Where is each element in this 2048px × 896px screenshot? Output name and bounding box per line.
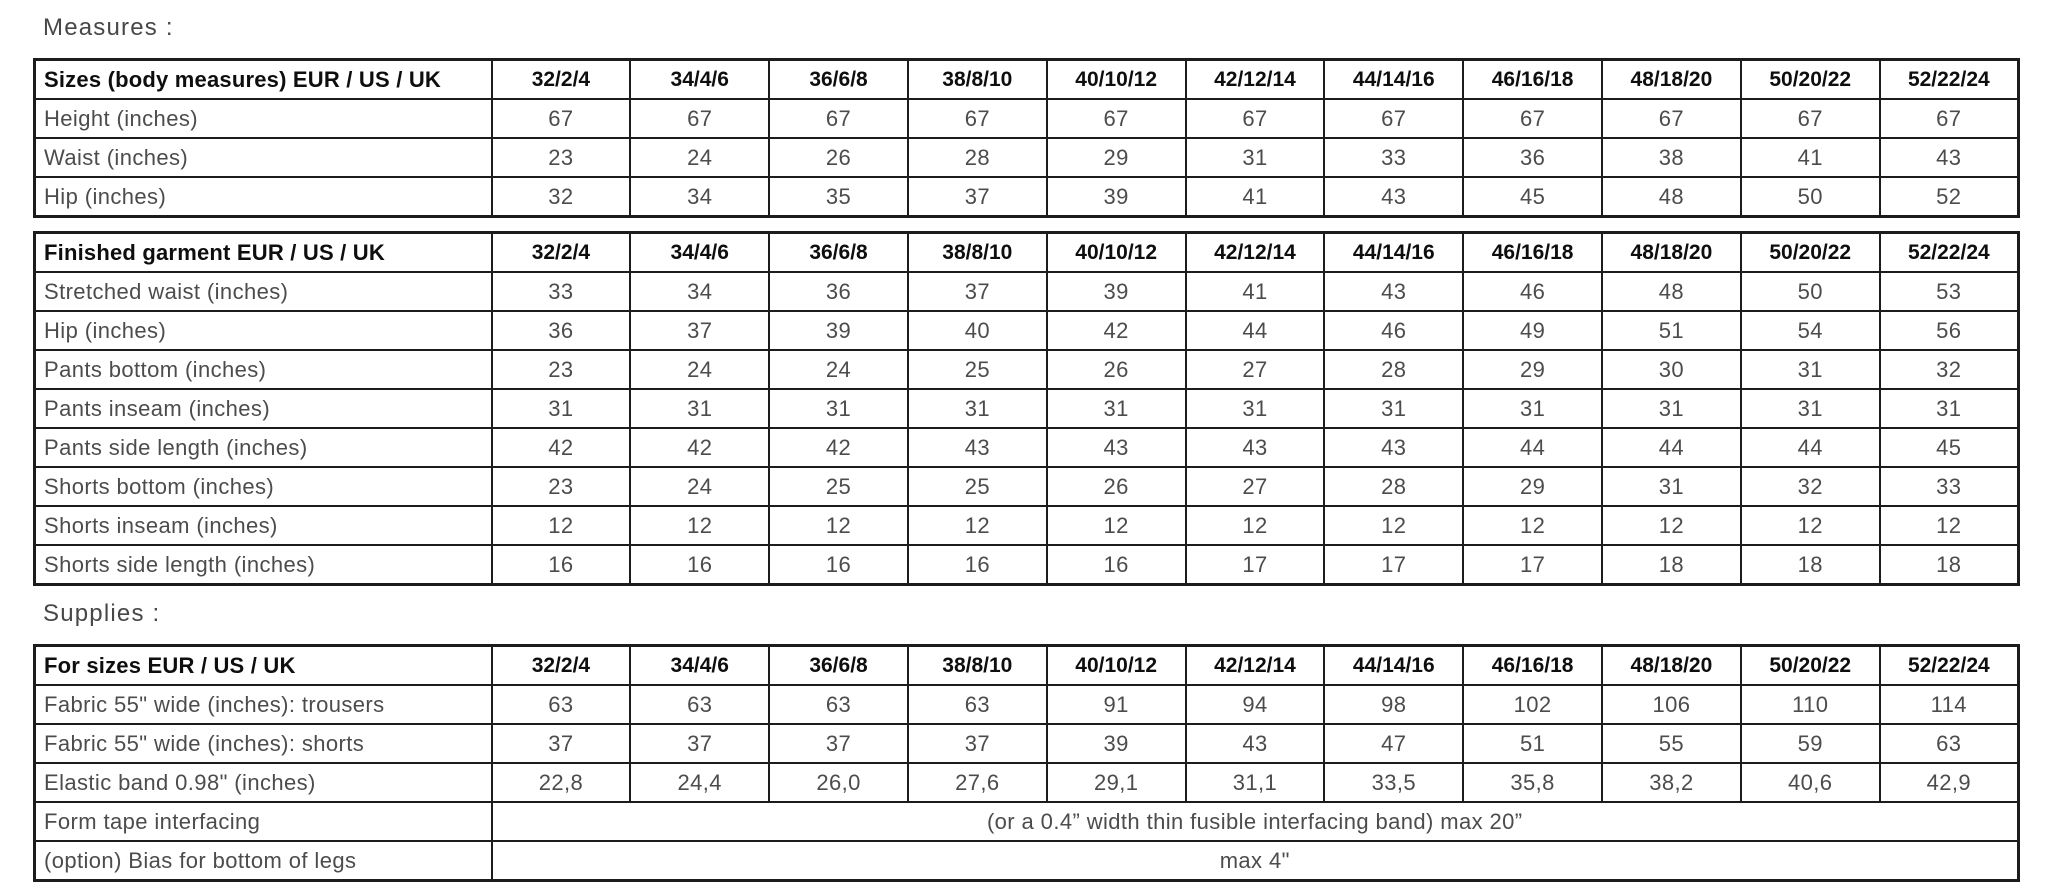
value-cell: 28 [1324,467,1463,506]
value-cell: 31 [1463,389,1602,428]
value-cell: 35 [769,177,908,217]
value-cell: 39 [1047,177,1186,217]
row-label: Shorts side length (inches) [35,545,492,585]
value-cell: 42 [769,428,908,467]
value-cell: 41 [1741,138,1880,177]
size-column-header: 34/4/6 [630,60,769,100]
value-cell: 50 [1741,272,1880,311]
value-cell: 18 [1880,545,2019,585]
value-cell: 36 [1463,138,1602,177]
value-cell: 63 [630,685,769,724]
value-cell: 22,8 [492,763,631,802]
value-cell: 17 [1463,545,1602,585]
size-column-header: 50/20/22 [1741,233,1880,273]
span-value-cell: (or a 0.4” width thin fusible interfacing band) max 20” [492,802,2019,841]
value-cell: 91 [1047,685,1186,724]
size-column-header: 48/18/20 [1602,233,1741,273]
value-cell: 37 [630,311,769,350]
table-row [35,311,2019,350]
row-label: Waist (inches) [35,138,492,177]
value-cell: 28 [908,138,1047,177]
size-column-header: 52/22/24 [1880,60,2019,100]
value-cell: 31 [1741,350,1880,389]
value-cell: 67 [1463,99,1602,138]
size-column-header: 46/16/18 [1463,646,1602,686]
value-cell: 31 [1047,389,1186,428]
size-column-header: 42/12/14 [1186,233,1325,273]
table-row [35,802,2019,841]
value-cell: 67 [908,99,1047,138]
value-cell: 34 [630,272,769,311]
row-label: Pants inseam (inches) [35,389,492,428]
size-column-header: 38/8/10 [908,233,1047,273]
size-column-header: 36/6/8 [769,646,908,686]
value-cell: 12 [1324,506,1463,545]
value-cell: 31 [908,389,1047,428]
value-cell: 43 [1324,177,1463,217]
value-cell: 55 [1602,724,1741,763]
row-label: Fabric 55" wide (inches): trousers [35,685,492,724]
value-cell: 18 [1741,545,1880,585]
value-cell: 12 [1880,506,2019,545]
value-cell: 27,6 [908,763,1047,802]
value-cell: 29 [1463,467,1602,506]
size-column-header: 32/2/4 [492,60,631,100]
value-cell: 31 [1186,138,1325,177]
value-cell: 25 [908,350,1047,389]
value-cell: 12 [1602,506,1741,545]
value-cell: 46 [1463,272,1602,311]
value-cell: 43 [908,428,1047,467]
value-cell: 43 [1186,428,1325,467]
value-cell: 31 [1602,389,1741,428]
value-cell: 27 [1186,350,1325,389]
value-cell: 67 [1602,99,1741,138]
size-column-header: 42/12/14 [1186,60,1325,100]
table-row [35,545,2019,585]
value-cell: 16 [492,545,631,585]
size-column-header: 32/2/4 [492,646,631,686]
value-cell: 50 [1741,177,1880,217]
value-cell: 23 [492,350,631,389]
value-cell: 44 [1186,311,1325,350]
value-cell: 43 [1324,272,1463,311]
value-cell: 12 [492,506,631,545]
value-cell: 26 [1047,467,1186,506]
value-cell: 67 [1880,99,2019,138]
value-cell: 39 [1047,724,1186,763]
value-cell: 31 [1186,389,1325,428]
value-cell: 63 [908,685,1047,724]
supplies-table [33,644,2020,882]
value-cell: 42,9 [1880,763,2019,802]
value-cell: 45 [1463,177,1602,217]
row-label: Hip (inches) [35,177,492,217]
value-cell: 32 [1741,467,1880,506]
value-cell: 31 [1880,389,2019,428]
value-cell: 42 [1047,311,1186,350]
value-cell: 24 [630,467,769,506]
row-label: Height (inches) [35,99,492,138]
value-cell: 47 [1324,724,1463,763]
size-column-header: 36/6/8 [769,60,908,100]
value-cell: 41 [1186,177,1325,217]
value-cell: 29 [1047,138,1186,177]
value-cell: 16 [630,545,769,585]
value-cell: 24,4 [630,763,769,802]
finished-garment-table [33,231,2020,586]
value-cell: 63 [1880,724,2019,763]
table-row [35,506,2019,545]
size-column-header: 44/14/16 [1324,60,1463,100]
value-cell: 34 [630,177,769,217]
value-cell: 38 [1602,138,1741,177]
value-cell: 24 [630,138,769,177]
size-column-header: 52/22/24 [1880,233,2019,273]
size-column-header: 34/4/6 [630,233,769,273]
value-cell: 33 [492,272,631,311]
value-cell: 12 [1741,506,1880,545]
value-cell: 63 [492,685,631,724]
value-cell: 37 [908,272,1047,311]
value-cell: 12 [908,506,1047,545]
value-cell: 45 [1880,428,2019,467]
value-cell: 40 [908,311,1047,350]
value-cell: 33,5 [1324,763,1463,802]
row-label: Shorts bottom (inches) [35,467,492,506]
supplies-section-label: Supplies : [43,600,161,627]
value-cell: 12 [1463,506,1602,545]
value-cell: 12 [769,506,908,545]
value-cell: 42 [492,428,631,467]
value-cell: 37 [908,724,1047,763]
value-cell: 54 [1741,311,1880,350]
span-value-cell: max 4" [492,841,2019,881]
value-cell: 27 [1186,467,1325,506]
value-cell: 31 [769,389,908,428]
value-cell: 106 [1602,685,1741,724]
value-cell: 49 [1463,311,1602,350]
value-cell: 17 [1324,545,1463,585]
size-column-header: 46/16/18 [1463,60,1602,100]
value-cell: 30 [1602,350,1741,389]
value-cell: 67 [1324,99,1463,138]
value-cell: 31 [1741,389,1880,428]
table-row [35,389,2019,428]
value-cell: 25 [908,467,1047,506]
table-row [35,428,2019,467]
value-cell: 46 [1324,311,1463,350]
value-cell: 43 [1324,428,1463,467]
size-column-header: 44/14/16 [1324,646,1463,686]
size-column-header: 42/12/14 [1186,646,1325,686]
value-cell: 12 [1047,506,1186,545]
value-cell: 44 [1463,428,1602,467]
body-measures-table [33,58,2020,218]
measures-section-label: Measures : [43,14,174,41]
row-label: (option) Bias for bottom of legs [35,841,492,881]
value-cell: 67 [492,99,631,138]
value-cell: 114 [1880,685,2019,724]
value-cell: 36 [492,311,631,350]
value-cell: 33 [1324,138,1463,177]
size-column-header: 44/14/16 [1324,233,1463,273]
value-cell: 43 [1047,428,1186,467]
row-label: Stretched waist (inches) [35,272,492,311]
value-cell: 56 [1880,311,2019,350]
value-cell: 16 [908,545,1047,585]
size-column-header: 46/16/18 [1463,233,1602,273]
value-cell: 26,0 [769,763,908,802]
value-cell: 67 [1186,99,1325,138]
value-cell: 40,6 [1741,763,1880,802]
value-cell: 67 [1047,99,1186,138]
table-title-cell: Sizes (body measures) EUR / US / UK [35,60,492,100]
value-cell: 43 [1880,138,2019,177]
value-cell: 37 [769,724,908,763]
value-cell: 41 [1186,272,1325,311]
row-label: Shorts inseam (inches) [35,506,492,545]
value-cell: 94 [1186,685,1325,724]
value-cell: 23 [492,467,631,506]
size-column-header: 50/20/22 [1741,60,1880,100]
value-cell: 17 [1186,545,1325,585]
value-cell: 25 [769,467,908,506]
row-label: Hip (inches) [35,311,492,350]
value-cell: 31 [1324,389,1463,428]
table-row [35,467,2019,506]
value-cell: 18 [1602,545,1741,585]
table-row [35,724,2019,763]
table-row [35,272,2019,311]
size-column-header: 40/10/12 [1047,646,1186,686]
value-cell: 16 [769,545,908,585]
table-row [35,350,2019,389]
value-cell: 102 [1463,685,1602,724]
header-row [35,60,2019,100]
value-cell: 63 [769,685,908,724]
value-cell: 24 [769,350,908,389]
value-cell: 36 [769,272,908,311]
table-row [35,763,2019,802]
value-cell: 28 [1324,350,1463,389]
size-column-header: 50/20/22 [1741,646,1880,686]
value-cell: 29,1 [1047,763,1186,802]
size-column-header: 48/18/20 [1602,60,1741,100]
header-row [35,233,2019,273]
row-label: Elastic band 0.98" (inches) [35,763,492,802]
size-column-header: 38/8/10 [908,60,1047,100]
value-cell: 110 [1741,685,1880,724]
value-cell: 39 [769,311,908,350]
value-cell: 32 [492,177,631,217]
row-label: Form tape interfacing [35,802,492,841]
row-label: Fabric 55" wide (inches): shorts [35,724,492,763]
value-cell: 42 [630,428,769,467]
value-cell: 16 [1047,545,1186,585]
value-cell: 35,8 [1463,763,1602,802]
value-cell: 44 [1602,428,1741,467]
value-cell: 37 [492,724,631,763]
value-cell: 53 [1880,272,2019,311]
row-label: Pants bottom (inches) [35,350,492,389]
value-cell: 29 [1463,350,1602,389]
value-cell: 37 [630,724,769,763]
value-cell: 33 [1880,467,2019,506]
value-cell: 26 [1047,350,1186,389]
size-column-header: 52/22/24 [1880,646,2019,686]
table-row [35,99,2019,138]
table-row [35,138,2019,177]
value-cell: 51 [1463,724,1602,763]
value-cell: 59 [1741,724,1880,763]
value-cell: 43 [1186,724,1325,763]
value-cell: 31,1 [1186,763,1325,802]
value-cell: 12 [1186,506,1325,545]
value-cell: 39 [1047,272,1186,311]
header-row [35,646,2019,686]
value-cell: 37 [908,177,1047,217]
value-cell: 32 [1880,350,2019,389]
size-column-header: 40/10/12 [1047,233,1186,273]
value-cell: 38,2 [1602,763,1741,802]
value-cell: 67 [769,99,908,138]
value-cell: 23 [492,138,631,177]
size-column-header: 34/4/6 [630,646,769,686]
table-title-cell: For sizes EUR / US / UK [35,646,492,686]
table-row [35,177,2019,217]
size-column-header: 32/2/4 [492,233,631,273]
value-cell: 24 [630,350,769,389]
value-cell: 31 [630,389,769,428]
value-cell: 52 [1880,177,2019,217]
value-cell: 67 [1741,99,1880,138]
value-cell: 48 [1602,272,1741,311]
size-column-header: 38/8/10 [908,646,1047,686]
value-cell: 12 [630,506,769,545]
value-cell: 31 [492,389,631,428]
value-cell: 98 [1324,685,1463,724]
value-cell: 31 [1602,467,1741,506]
value-cell: 26 [769,138,908,177]
value-cell: 67 [630,99,769,138]
row-label: Pants side length (inches) [35,428,492,467]
value-cell: 44 [1741,428,1880,467]
value-cell: 51 [1602,311,1741,350]
table-row [35,685,2019,724]
size-column-header: 40/10/12 [1047,60,1186,100]
table-title-cell: Finished garment EUR / US / UK [35,233,492,273]
table-row [35,841,2019,881]
size-column-header: 48/18/20 [1602,646,1741,686]
size-column-header: 36/6/8 [769,233,908,273]
value-cell: 48 [1602,177,1741,217]
